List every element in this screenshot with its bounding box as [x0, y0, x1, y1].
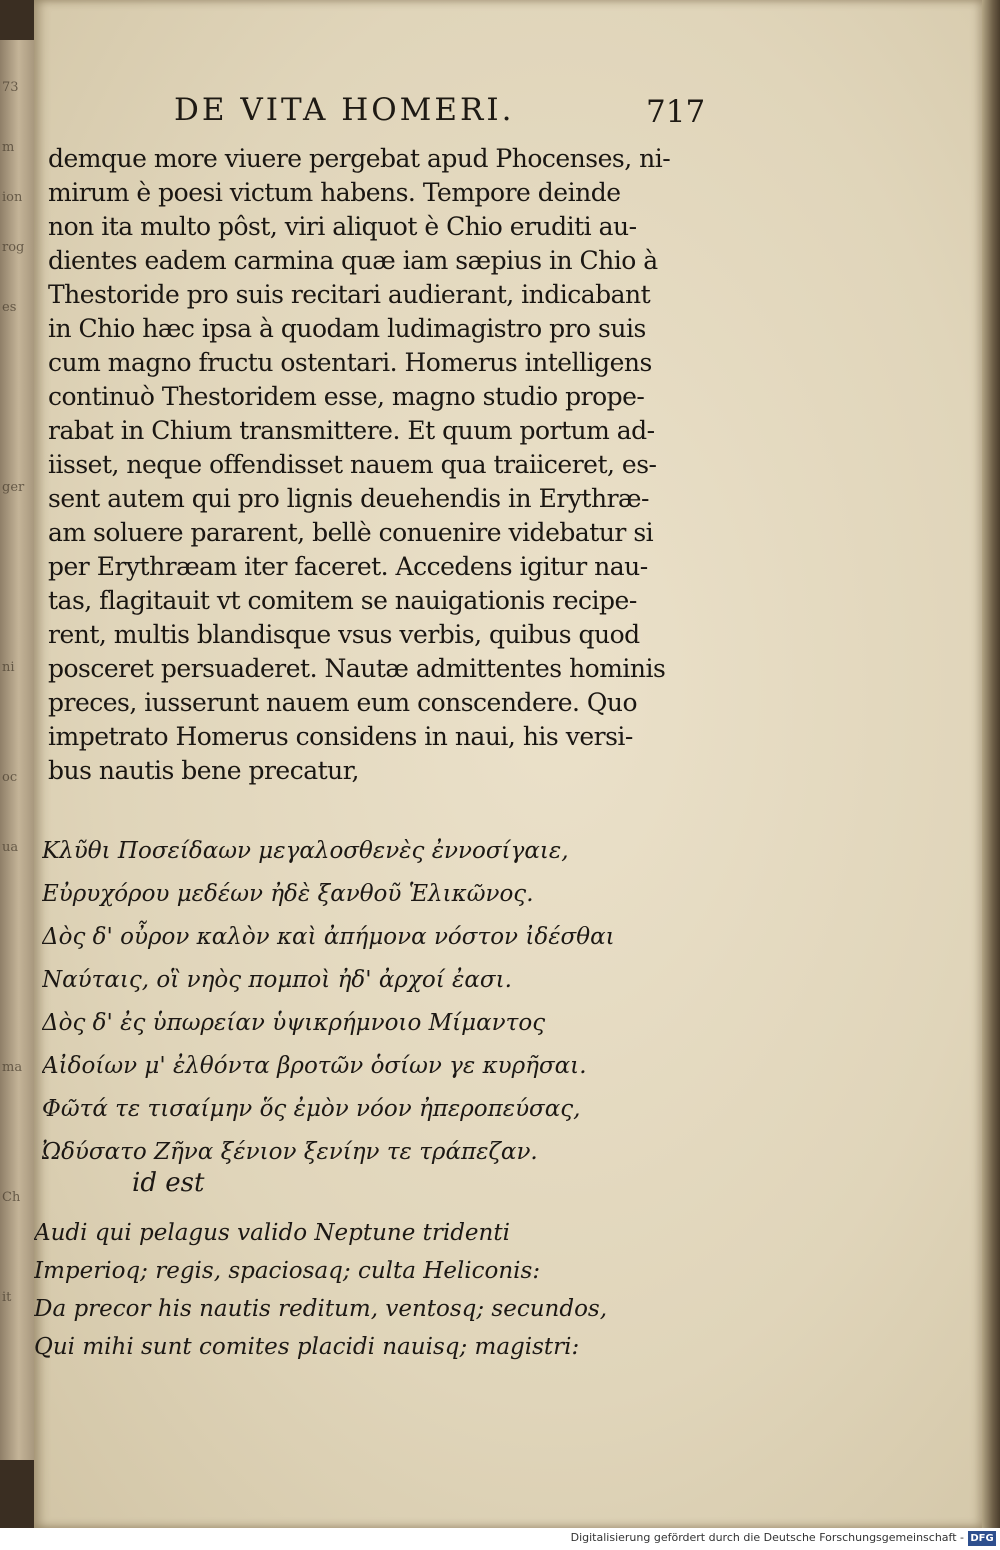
prose-line: continuò Thestoridem esse, magno studio prope-: [48, 382, 645, 411]
prose-line: demque more viuere pergebat apud Phocenses, ni-: [48, 144, 671, 173]
greek-verse-line: Εὐρυχόρου μεδέων ἠδὲ ξανθοῦ Ἑλικῶνος.: [42, 881, 534, 907]
latin-verse-line: Imperioq; regis, spaciosaq; culta Heliconis:: [34, 1258, 541, 1284]
margin-fragment: ni: [2, 660, 15, 675]
digitization-credit-bar: [0, 1528, 1000, 1550]
greek-verse-line: Ναύταις, οἳ νηὸς πομποὶ ἠδ' ἀρχοί ἐασι.: [42, 967, 512, 993]
prose-line: in Chio hæc ipsa à quodam ludimagistro pro suis: [48, 314, 646, 343]
running-head: DE VITA HOMERI.: [174, 92, 515, 128]
latin-verse-block: [34, 1214, 674, 1366]
latin-verse-line: Audi qui pelagus valido Neptune tridenti: [34, 1220, 510, 1246]
margin-fragment: rog: [2, 240, 25, 255]
greek-verse-line: Κλῦθι Ποσείδαων μεγαλοσθενὲς ἐννοσίγαιε,: [42, 838, 569, 864]
page-header: [34, 92, 982, 142]
prose-line: per Erythræam iter faceret. Accedens igitur nau-: [48, 552, 648, 581]
margin-fragment: it: [2, 1290, 12, 1305]
latin-verse-line: Da precor his nautis reditum, ventosq; secundos,: [34, 1296, 608, 1322]
book-page: [34, 0, 982, 1528]
greek-verse-block: [42, 830, 702, 1174]
margin-fragment: oc: [2, 770, 18, 785]
prose-line: iisset, neque offendisset nauem qua traiiceret, es-: [48, 450, 657, 479]
margin-fragment: es: [2, 300, 17, 315]
funding-credit: Digitalisierung gefördert durch die Deutsche Forschungsgemeinschaft -: [570, 1531, 964, 1544]
prose-line: sent autem qui pro lignis deuehendis in Erythræ-: [48, 484, 649, 513]
greek-verse-line: Ὠδύσατο Ζῆνα ξένιον ξενίην τε τράπεζαν.: [42, 1139, 538, 1165]
greek-verse-line: Αἰδοίων μ' ἐλθόντα βροτῶν ὁσίων γε κυρῆσαι.: [42, 1053, 587, 1079]
prose-line: Thestoride pro suis recitari audierant, indicabant: [48, 280, 651, 309]
prose-line: bus nautis bene precatur,: [48, 756, 359, 785]
prose-line: preces, iusserunt nauem eum conscendere. Quo: [48, 688, 638, 717]
prose-line: mirum è poesi victum habens. Tempore deinde: [48, 178, 621, 207]
prose-line: cum magno fructu ostentari. Homerus intelligens: [48, 348, 652, 377]
greek-verse-line: Δὸς δ' οὖρον καλὸν καὶ ἀπήμονα νόστον ἰδέσθαι: [42, 924, 615, 950]
margin-fragment: 73: [2, 80, 19, 95]
margin-fragment: ger: [2, 480, 25, 495]
margin-fragment: m: [2, 140, 15, 155]
prose-line: rabat in Chium transmittere. Et quum portum ad-: [48, 416, 655, 445]
greek-verse-line: Φῶτά τε τισαίμην ὅς ἐμὸν νόον ἠπεροπεύσας,: [42, 1096, 581, 1122]
margin-fragment: ion: [2, 190, 23, 205]
prose-line: am soluere pararent, bellè conuenire videbatur si: [48, 518, 654, 547]
prose-line: tas, flagitauit vt comitem se nauigationis recipe-: [48, 586, 637, 615]
page-number: 717: [646, 94, 706, 130]
margin-fragment: ua: [2, 840, 19, 855]
previous-page-edge: [0, 40, 34, 1460]
prose-line: dientes eadem carmina quæ iam sæpius in Chio à: [48, 246, 658, 275]
latin-verse-line: Qui mihi sunt comites placidi nauisq; magistri:: [34, 1334, 580, 1360]
prose-block: [48, 142, 768, 788]
dfg-logo: DFG: [968, 1531, 996, 1546]
id-est-label: id est: [132, 1168, 205, 1198]
right-page-edge: [982, 0, 1000, 1528]
prose-line: posceret persuaderet. Nautæ admittentes hominis: [48, 654, 666, 683]
prose-line: rent, multis blandisque vsus verbis, quibus quod: [48, 620, 640, 649]
margin-fragment: ma: [2, 1060, 23, 1075]
greek-verse-line: Δὸς δ' ἐς ὑπωρείαν ὑψικρήμνοιο Μίμαντος: [42, 1010, 546, 1036]
prose-line: impetrato Homerus considens in naui, his versi-: [48, 722, 633, 751]
prose-line: non ita multo pôst, viri aliquot è Chio eruditi au-: [48, 212, 637, 241]
margin-fragment: Ch: [2, 1190, 21, 1205]
